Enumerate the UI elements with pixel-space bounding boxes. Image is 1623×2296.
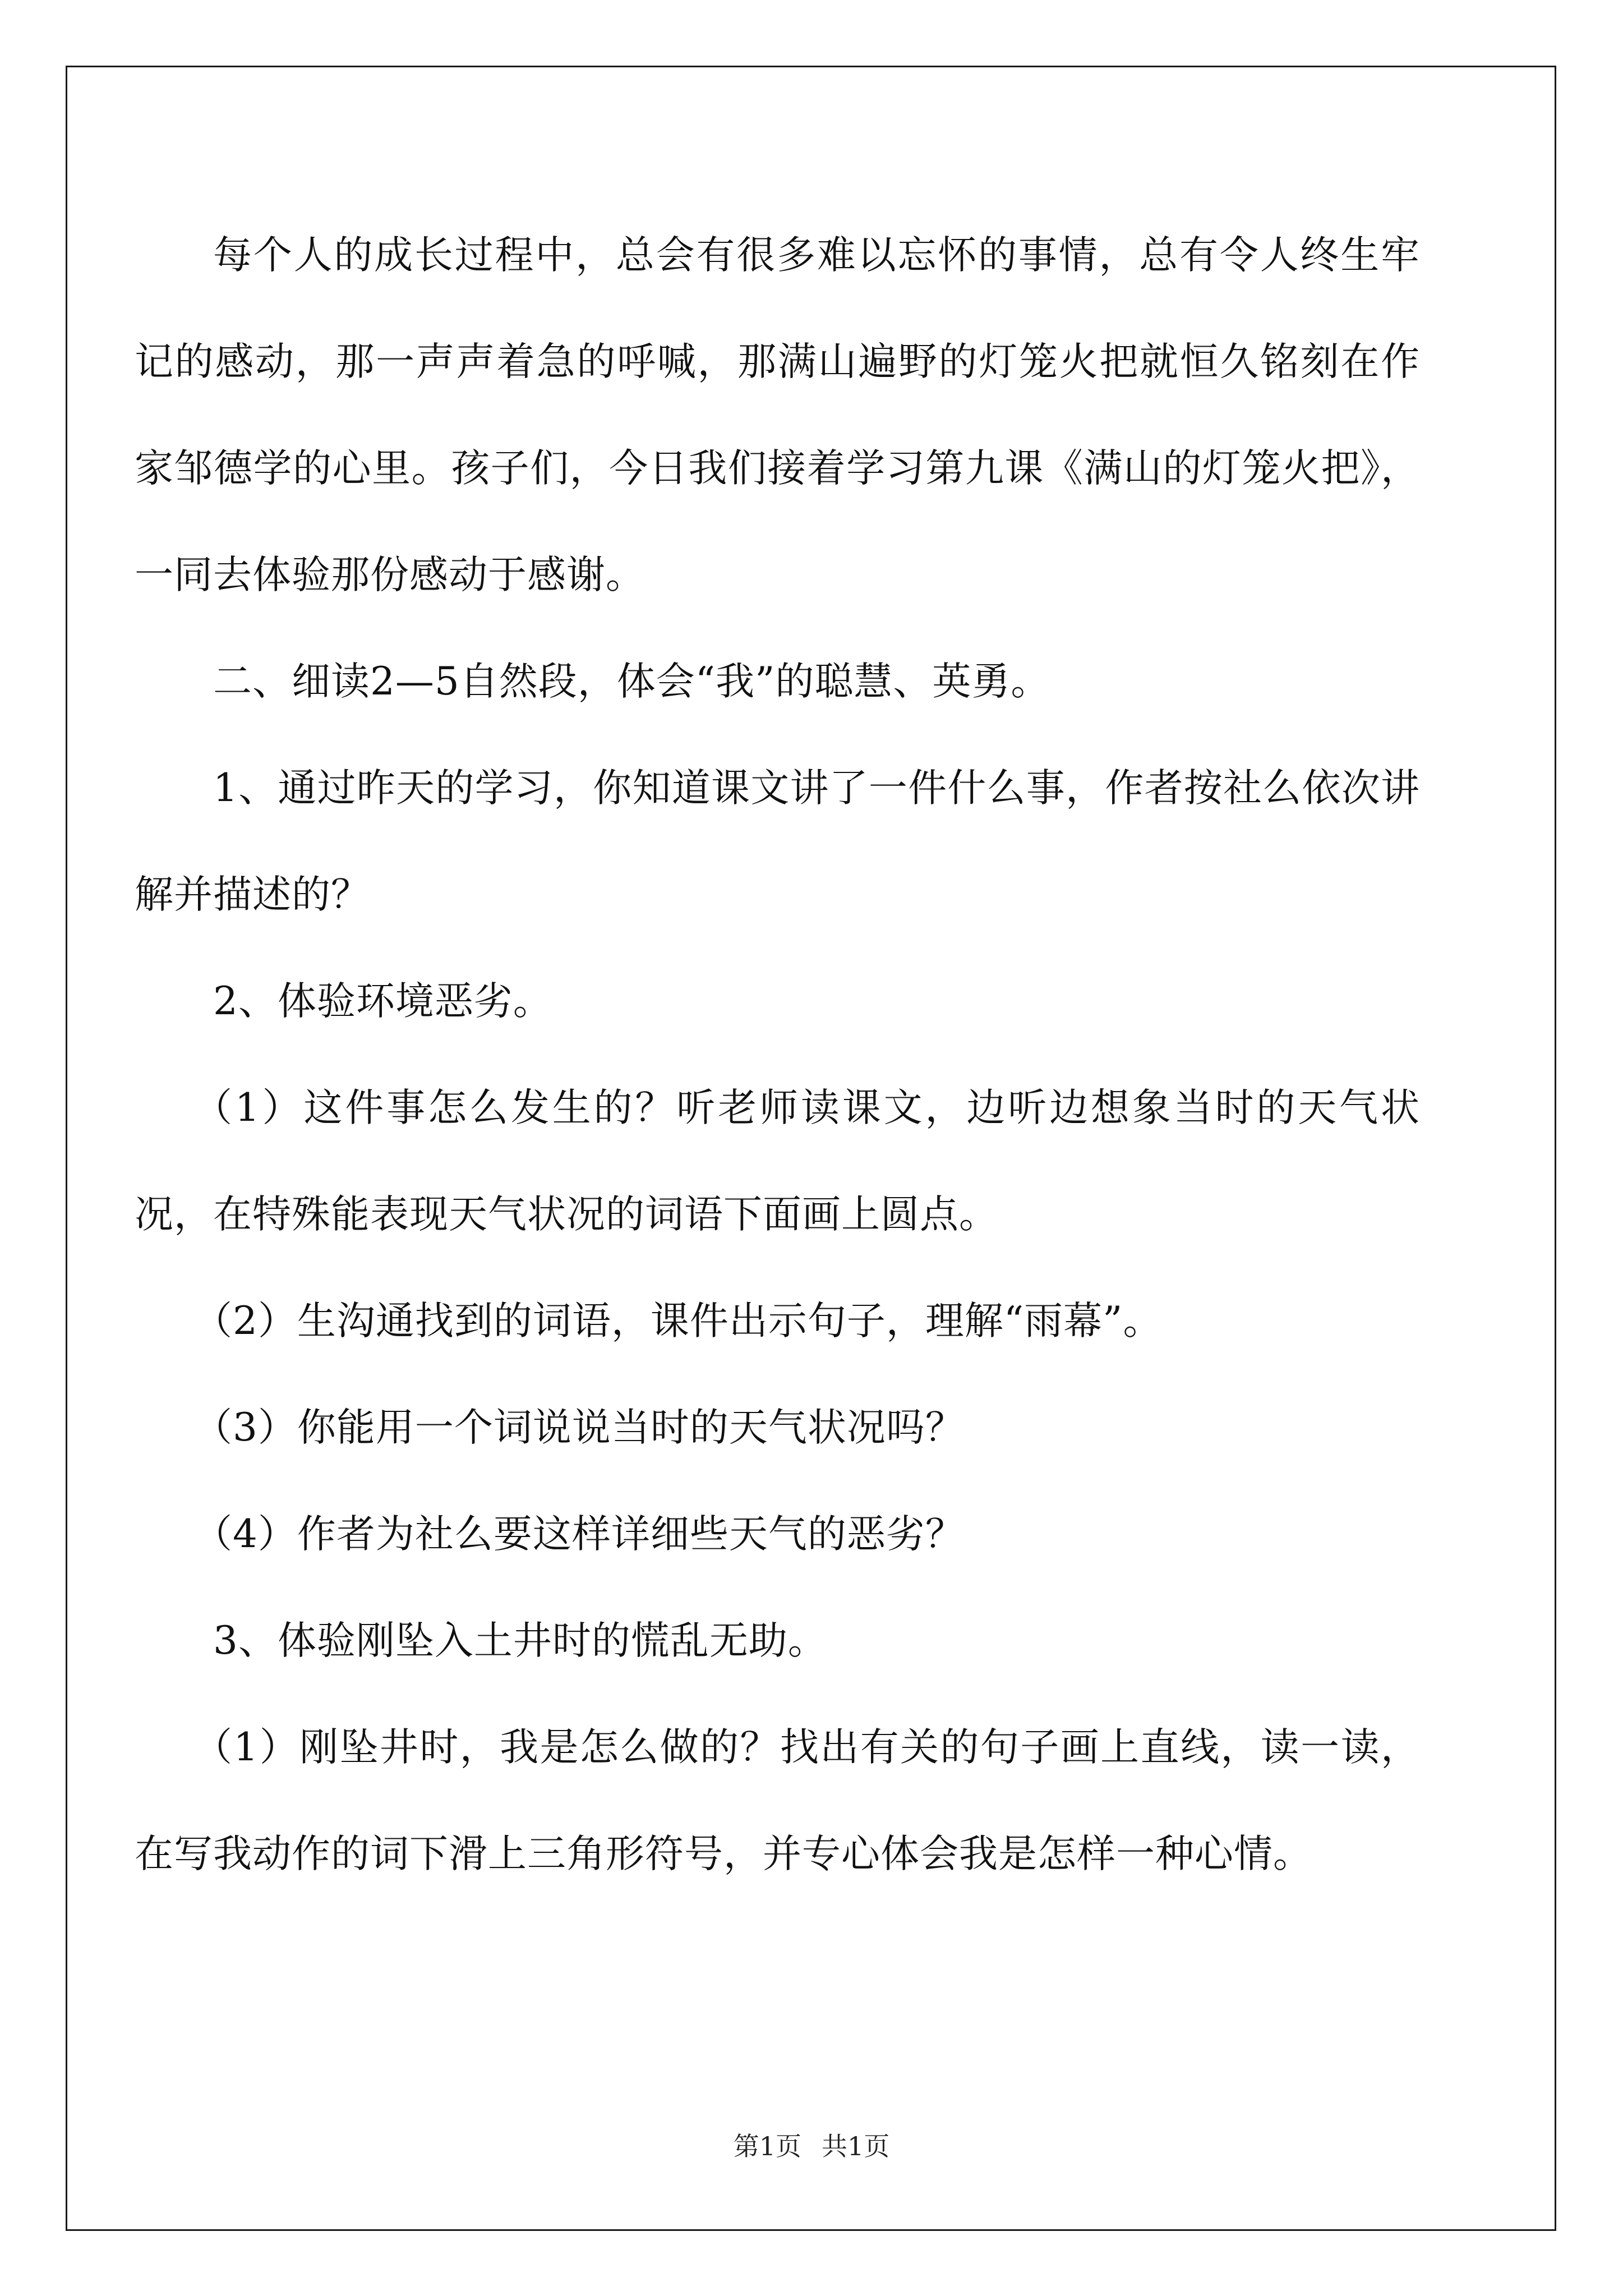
paragraph-section-two-heading: 二、细读2—5自然段，体会“我”的聪慧、英勇。 [213, 659, 1050, 704]
paragraph-item-3: 3、体验刚坠入土井时的慌乱无助。 [213, 1618, 827, 1663]
paragraph-item-1: 1、通过昨天的学习，你知道课文讲了一件什么事，作者按社么依次讲解并描述的？ [135, 766, 1420, 917]
paragraph-item-2-4: （4）作者为社么要这样详细些天气的恶劣？ [193, 1512, 965, 1557]
paragraph-item-2-3: （3）你能用一个词说说当时的天气状况吗？ [193, 1405, 965, 1450]
page-footer [0, 2126, 1623, 2163]
paragraph-item-2-1: （1）这件事怎么发生的？听老师读课文，边听边想象当时的天气状况，在特殊能表现天气状况的词语下面画上圆点。 [135, 1085, 1420, 1237]
paragraph-item-2-2: （2）生沟通找到的词语，课件出示句子，理解“雨幕”。 [193, 1299, 1163, 1343]
paragraph-item-2: 2、体验环境恶劣。 [213, 979, 552, 1024]
page-number: 第1页 [733, 2131, 801, 2161]
page-total: 共1页 [822, 2131, 890, 2161]
paragraph-item-3-1: （1）刚坠井时，我是怎么做的？找出有关的句子画上直线，读一读，在写我动作的词下滑上三角形符号，并专心体会我是怎样一种心情。 [135, 1725, 1420, 1876]
document-body [135, 202, 1420, 1907]
paragraph-intro: 每个人的成长过程中，总会有很多难以忘怀的事情，总有令人终生牢记的感动，那一声声着急的呼喊，那满山遍野的灯笼火把就恒久铭刻在作家邹德学的心里。孩子们，今日我们接着学习第九课《满山的灯笼火把》，一同去体验那份感动于感谢。 [135, 233, 1420, 597]
